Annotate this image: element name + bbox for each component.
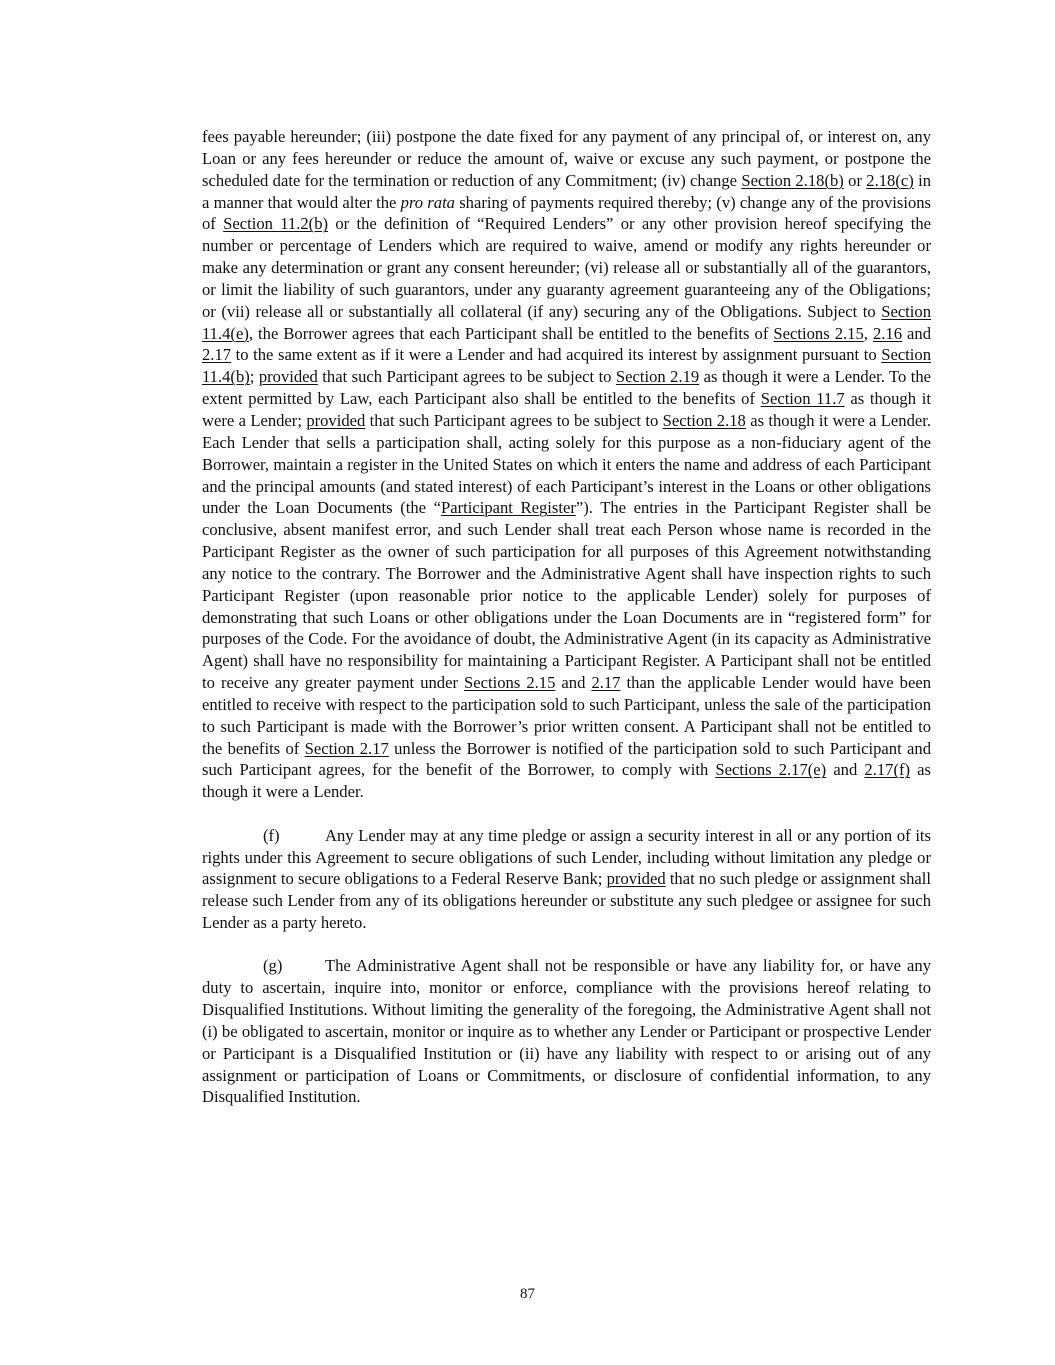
paragraph-clause-g — [202, 955, 931, 1108]
defined-term: Participant Register — [441, 498, 576, 518]
page-number: 87 — [520, 1286, 535, 1302]
section-reference: 2.17 — [202, 345, 232, 365]
section-reference: Section 11.4(b) — [202, 345, 931, 387]
section-reference: Section 11.4(e) — [202, 301, 931, 343]
section-reference: Section 2.17 — [304, 738, 389, 758]
defined-term: provided — [306, 410, 366, 430]
paragraph-continuation: fees payable hereunder; (iii) postpone the date fixed for any payment of any principal of, or interest on, any Loan or any fees hereunder or reduce the amount of, waive or excuse any such payment, or postpone the scheduled date for the termination or reduction of any Commitment; (iv) change Section 2.18(b) or 2.18(c) in a manner that would alter the pro rata sharing of payments required thereby; (v) change any of the provisions of Section 11.2(b) or the definition of “Required Lenders” or any other provision hereof specifying the number or percentage of Lenders which are required to waive, amend or modify any rights hereunder or make any determination or grant any consent hereunder; (vi) release all or substantially all of the guarantors, or limit the liability of such guarantors, under any guaranty agreement guaranteeing any of the Obligations; or (vii) release all or substantially all collateral (if any) securing any of the Obligations. Subject to Section 11.4(e), the Borrower agrees that each Participant shall be entitled to the benefits of Sections 2.15, 2.16 and 2.17 to the same extent as if it were a Lender and had acquired its interest by assignment pursuant to Section 11.4(b); provided that such Participant agrees to be subject to Section 2.19 as though it were a Lender. To the extent permitted by Law, each Participant also shall be entitled to the benefits of Section 11.7 as though it were a Lender; provided that such Participant agrees to be subject to Section 2.18 as though it were a Lender. Each Lender that sells a participation shall, acting solely for this purpose as a non-fiduciary agent of the Borrower, maintain a register in the United States on which it enters the name and address of each Participant and the principal amounts (and stated interest) of each Participant’s interest in the Loans or other obligations under the Loan Documents (the “Participant Register”). The entries in the Participant Register shall be conclusive, absent manifest error, and such Lender shall treat each Person whose name is recorded in the Participant Register as the owner of such participation for all purposes of this Agreement notwithstanding any notice to the contrary. The Borrower and the Administrative Agent shall have inspection rights to such Participant Register (upon reasonable prior notice to the applicable Lender) solely for purposes of demonstrating that such Loans or other obligations under the Loan Documents are in “registered form” for purposes of the Code. For the avoidance of doubt, the Administrative Agent (in its capacity as Administrative Agent) shall have no responsibility for maintaining a Participant Register. A Participant shall not be entitled to receive any greater payment under Sections 2.15 and 2.17 than the applicable Lender would have been entitled to receive with respect to the participation sold to such Participant, unless the sale of the participation to such Participant is made with the Borrower’s prior written consent. A Participant shall not be entitled to the benefits of Section 2.17 unless the Borrower is notified of the participation sold to such Participant and such Participant agrees, for the benefit of the Borrower, to comply with Sections 2.17(e) and 2.17(f) as though it were a Lender. — [202, 127, 932, 802]
section-reference: Sections 2.17(e) — [715, 760, 827, 780]
defined-term: provided — [606, 869, 666, 889]
clause-label: (f) — [263, 825, 280, 845]
defined-term: provided — [258, 367, 318, 387]
italic-term: pro rata — [400, 192, 455, 212]
section-reference: Section 2.18(b) — [741, 170, 844, 190]
body-text — [202, 126, 931, 1108]
clause-text: Any Lender may at any time pledge or assign a security interest in all or any portion of its rights under this Agreement to secure obligations of such Lender, including without limitation any pledge or assignment to secure obligations to a Federal Reserve Bank; provided that no such pledge or assignment shall release such Lender from any of its obligations hereunder or substitute any such pledgee or assignee for such Lender as a party hereto. — [202, 825, 931, 933]
section-reference: 2.17(f) — [864, 760, 911, 780]
section-reference: Sections 2.15 — [773, 323, 864, 343]
section-reference: Section 11.7 — [760, 389, 845, 409]
section-reference: Section 2.18 — [662, 410, 746, 430]
section-reference: Section 11.2(b) — [223, 214, 329, 234]
section-reference: 2.17 — [591, 673, 621, 693]
section-reference: 2.16 — [872, 323, 902, 343]
section-reference: 2.18(c) — [866, 170, 914, 190]
clause-label: (g) — [263, 956, 283, 976]
section-reference: Section 2.19 — [615, 367, 700, 387]
clause-text: The Administrative Agent shall not be responsible or have any liability for, or have any duty to ascertain, inquire into, monitor or enforce, compliance with the provisions hereof relating to Disqualified Institutions. Without limiting the generality of the foregoing, the Administrative Agent shall not (i) be obligated to ascertain, monitor or inquire as to whether any Lender or Participant or prospective Lender or Participant is a Disqualified Institution or (ii) have any liability with respect to or arising out of any assignment or participation of Loans or Commitments, or disclosure of confidential information, to any Disqualified Institution. — [202, 956, 931, 1107]
paragraph-clause-f — [202, 825, 931, 934]
section-reference: Sections 2.15 — [464, 673, 556, 693]
